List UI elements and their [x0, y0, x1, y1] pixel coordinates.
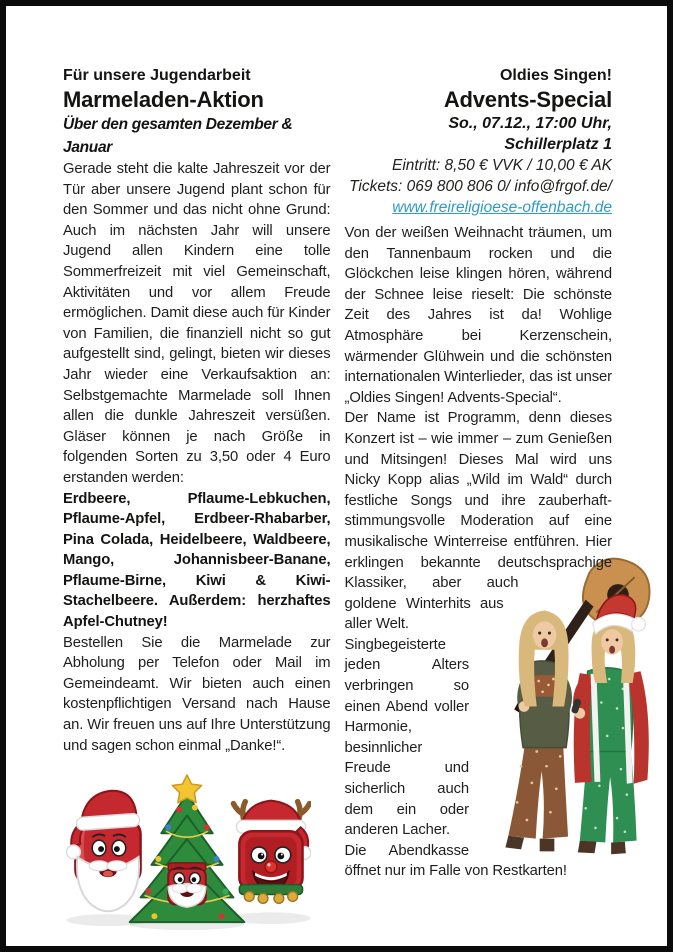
right-title: Advents-Special: [443, 87, 612, 112]
left-subtitle: Über den gesamten Dezember & Januar: [63, 116, 293, 156]
right-column: [345, 66, 613, 946]
left-paragraph-intro: Gerade steht die kalte Jahreszeit vor der Tür aber unsere Jugend plant schon für den Sommer und das nicht ohne Grund: Auch im nächsten Jahr will unsere Jugend allen Kindern eine tolle Sommerfreizeit mit viel Gemeinschaft, Aktivitäten und vor allem Freude ermöglichen. Damit diese auch für Kinder von Familien, die finanziell nicht so gut aufgestellt sind, gelingt, bieten wir dieses Jahr wieder eine Verkaufsaktion an: Selbstgemachte Marmelade soll Ihnen allen die dunkle Jahreszeit versüßen. Gläser können je nach Größe in folgenden Sorten zu 3,50 oder 4 Euro erstanden werden:: [63, 161, 331, 486]
santa-jam-jar-icon: [67, 791, 141, 912]
right-paragraph-2: [345, 408, 613, 635]
website-link[interactable]: www.freireligioese-offenbach.de: [392, 199, 612, 216]
right-paragraph-3: Singbegeisterte jeden Alters verbringen so einen Abend voller Harmonie, besinnlicher Freude und sicherlich auch dem ein oder anderen Lacher.: [344, 636, 469, 839]
reindeer-jam-jar-icon: [233, 801, 311, 904]
singer-right-figure: [571, 594, 649, 854]
left-title: Marmeladen-Aktion: [63, 87, 264, 112]
christmas-jam-jars-illustration: [63, 772, 311, 937]
event-tickets: Tickets: 069 800 806 0/ info@frgof.de/: [349, 178, 612, 195]
singer-left-figure: [505, 610, 572, 851]
left-paragraph-order: Bestellen Sie die Marmelade zur Abholung per Telefon oder Mail im Gemeindeamt. Wir bieten auch einen kostenpflichtigen Versand nach Hause an. Wir freuen uns auf Ihre Unterstützung und sagen schon einmal „Danke!“.: [63, 634, 331, 754]
performers-photo: [478, 555, 664, 855]
left-paragraph-flavors: Erdbeere, Pflaume-Lebkuchen, Pflaume-Apfel, Erdbeer-Rhabarber, Pina Colada, Heidelbeere, Waldbeere, Mango, Johannisbeer-Banane, Pflaume-Birne, Kiwi & Kiwi-Stachelbeere. Außerdem: herzhaftes Apfel-Chutney!: [63, 490, 331, 631]
event-date: So., 07.12., 17:00 Uhr,: [448, 115, 612, 132]
right-paragraph-2b: deutschsprachige Klassiker, aber auch goldene Winterhits aus aller Welt.: [344, 554, 612, 633]
event-price: Eintritt: 8,50 € VVK / 10,00 € AK: [392, 157, 612, 174]
right-paragraph-1: Von der weißen Weihnacht träumen, um den Tannenbaum rocken und die Glöckchen leise klingen hören, während der Schnee leise rieselt: Die schönste Zeit des Jahres ist da! Wohlige Atmosphäre bei Kerzenschein, wärmender Glühwein und die schönsten internationalen Winterlieder, das ist unser „Oldies Singen! Advents-Special“.: [344, 225, 612, 406]
tree-jam-jar-icon: [168, 863, 206, 907]
left-column: [63, 66, 331, 946]
event-location: Schillerplatz 1: [504, 136, 612, 153]
page-content: [6, 6, 667, 946]
jam-jars-tree-graphic: [63, 772, 311, 932]
right-paragraph-4: Die Abendkasse öffnet nur im Falle von Restkarten!: [344, 842, 567, 880]
singers-duo-graphic: [478, 555, 664, 855]
right-kicker: Oldies Singen!: [499, 67, 612, 84]
tree-star-icon: [172, 775, 201, 803]
right-paragraph-2a: Der Name ist Programm, denn dieses Konzert ist – wie immer – zum Genießen und Mitsingen! Dieses Mal wird uns Nicky Kopp alias „Wild im Wald“ durch festliche Songs und ihre zauberhaft-stimmungsvolle Moderation auf eine musikalische Winterreise entführen. Hier erklingen bekannte: [344, 410, 612, 571]
left-kicker: Für unsere Jugendarbeit: [63, 67, 251, 84]
